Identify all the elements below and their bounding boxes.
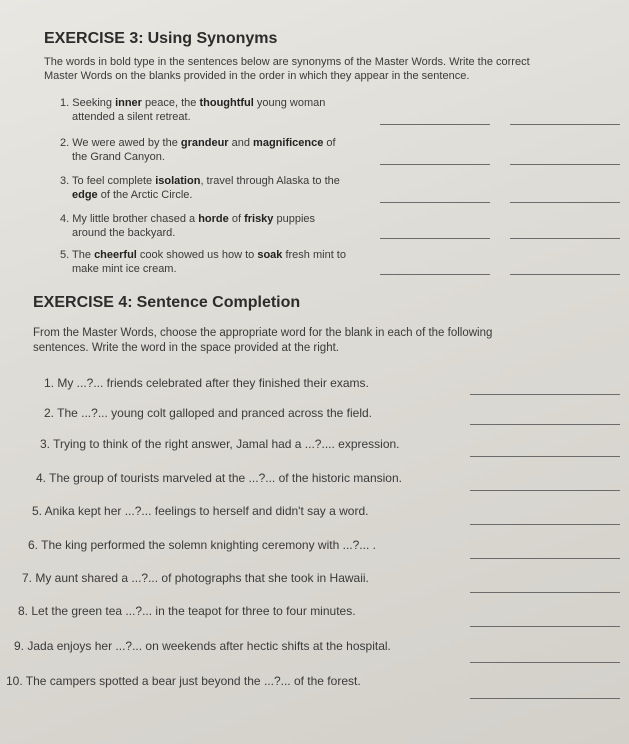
ex4-item-6: 6. The king performed the solemn knighting ceremony with ...?... . [28, 538, 376, 552]
ex3-blank-5b[interactable] [510, 274, 620, 275]
ex3-blank-1a[interactable] [380, 124, 490, 125]
ex4-blank-9[interactable] [470, 662, 620, 663]
exercise4-title: Sentence Completion [136, 294, 301, 311]
ex3-blank-1b[interactable] [510, 124, 620, 125]
ex4-item-5: 5. Anika kept her ...?... feelings to herself and didn't say a word. [32, 504, 369, 518]
ex4-blank-4[interactable] [470, 490, 620, 491]
ex4-item-2: 2. The ...?... young colt galloped and pranced across the field. [44, 406, 372, 420]
exercise4-heading [33, 294, 300, 312]
ex4-item-9: 9. Jada enjoys her ...?... on weekends after hectic shifts at the hospital. [14, 639, 391, 653]
ex3-blank-2a[interactable] [380, 164, 490, 165]
ex4-blank-10[interactable] [470, 698, 620, 699]
ex4-item-3: 3. Trying to think of the right answer, Jamal had a ...?.... expression. [40, 437, 400, 451]
exercise3-instructions-line2: Master Words on the blanks provided in the order in which they appear in the sentence. [44, 70, 470, 82]
ex4-blank-7[interactable] [470, 592, 620, 593]
ex4-blank-6[interactable] [470, 558, 620, 559]
ex3-item-4: 4. My little brother chased a horde of frisky puppies around the backyard. [60, 213, 316, 239]
ex4-blank-8[interactable] [470, 626, 620, 627]
exercise3-title: Using Synonyms [147, 30, 278, 47]
ex4-item-7: 7. My aunt shared a ...?... of photographs that she took in Hawaii. [22, 571, 369, 585]
ex3-blank-2b[interactable] [510, 164, 620, 165]
ex3-blank-3a[interactable] [380, 202, 490, 203]
ex3-item-1: 1. Seeking inner peace, the thoughtful young woman attended a silent retreat. [60, 97, 326, 123]
ex4-item-1: 1. My ...?... friends celebrated after they finished their exams. [44, 376, 369, 390]
ex4-blank-2[interactable] [470, 424, 620, 425]
exercise3-instructions-line1: The words in bold type in the sentences below are synonyms of the Master Words. Write the correct [44, 56, 530, 68]
exercise4-label: EXERCISE 4: [33, 294, 133, 311]
ex4-item-8: 8. Let the green tea ...?... in the teapot for three to four minutes. [18, 604, 356, 618]
ex3-item-3: 3. To feel complete isolation, travel through Alaska to the edge of the Arctic Circle. [60, 175, 340, 201]
ex3-blank-4a[interactable] [380, 238, 490, 239]
exercise4-instructions-line1: From the Master Words, choose the appropriate word for the blank in each of the following [33, 327, 493, 339]
ex3-item-5: 5. The cheerful cook showed us how to soak fresh mint to make mint ice cream. [60, 249, 346, 275]
ex3-blank-5a[interactable] [380, 274, 490, 275]
exercise3-label: EXERCISE 3: [44, 30, 144, 47]
ex4-blank-5[interactable] [470, 524, 620, 525]
ex4-item-10: 10. The campers spotted a bear just beyond the ...?... of the forest. [6, 674, 361, 688]
ex4-blank-3[interactable] [470, 456, 620, 457]
exercise4-instructions-line2: sentences. Write the word in the space provided at the right. [33, 342, 339, 354]
ex4-item-4: 4. The group of tourists marveled at the ...?... of the historic mansion. [36, 471, 402, 485]
ex3-blank-4b[interactable] [510, 238, 620, 239]
ex3-blank-3b[interactable] [510, 202, 620, 203]
ex4-blank-1[interactable] [470, 394, 620, 395]
exercise3-heading [44, 30, 277, 48]
ex3-item-2: 2. We were awed by the grandeur and magnificence of the Grand Canyon. [60, 137, 336, 163]
